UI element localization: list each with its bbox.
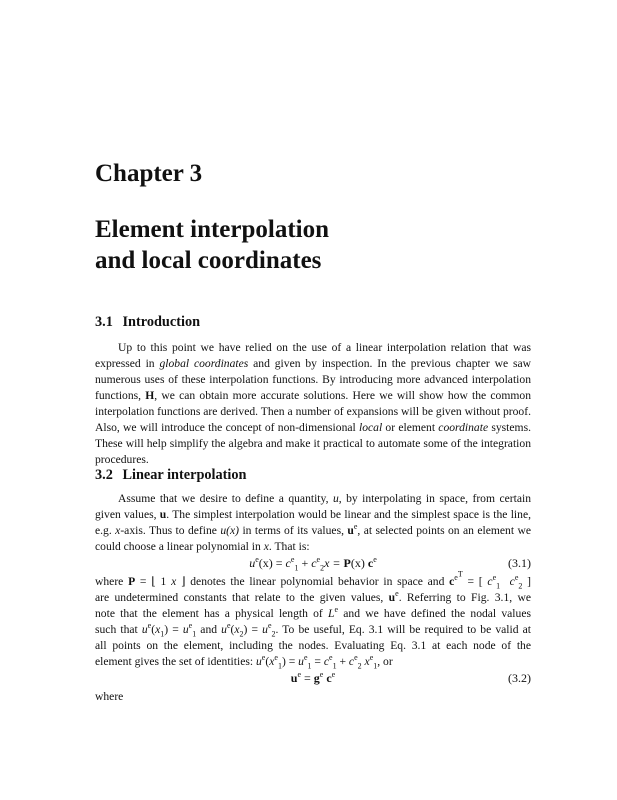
chapter-title-line-2: and local coordinates xyxy=(95,247,322,274)
section-title: Introduction xyxy=(122,314,201,330)
section-title: Linear interpolation xyxy=(122,467,247,483)
intro-paragraph: Up to this point we have relied on the use of a linear interpolation relation that was expressed in global coordinates and given by inspection. In the previous chapter we saw numerous uses of these interpolation functions. By introducing more advanced interpolation functions, H, we can obtain more accurate solutions. Here we will show how the common interpolation functions are derived. Then a number of expansions will be given without proof. Also, we will introduce the concept of non-dimensional local or element coordinate systems. These will help simplify the algebra and make it practical to automate some of the integration procedures. xyxy=(95,341,531,466)
where-text: where xyxy=(95,690,124,703)
section-heading-linear-interpolation xyxy=(95,467,247,484)
linear-paragraph: Assume that we desire to define a quantity, u, by interpolating in space, from certain given values, u. The simplest interpolation would be linear and the simplest space is the line, e.g. x-axis. Thus to define u(x) in terms of its values, $u^e$, at selected points on an element we could choose a linear polynomial in x. That is: xyxy=(95,492,531,553)
section-number: 3.1 xyxy=(95,314,113,330)
equation-3-1: $u^e(x) = c^e_1 + c^e_2x = P(x)$ $c^e$ (3.1) xyxy=(249,555,531,573)
chapter-title-line-1: Element interpolation xyxy=(95,216,330,243)
equation-number: (3.2) xyxy=(508,671,531,685)
equation-number: (3.1) xyxy=(508,556,531,570)
equation-3-2: $u^e = g^e$ $c^e$ (3.2) xyxy=(290,670,531,685)
section-heading-introduction xyxy=(95,314,200,331)
section-number: 3.2 xyxy=(95,467,113,483)
after-eq-3-1-paragraph: where P = ⌊ 1 x ⌋ denotes the linear polynomial behavior in space and $c^{e^T}$ = [ $c^e_1$ $c^e_2$ ] are undetermined constants that relate to the given values, $u^e$. Referring to Fig. 3.1, we note that the element has a physical length of Le and we have defined the nodal values such that $u^e(x_1) = u^e_1$ and $u^e(x_2) = u^e_2$. To be useful, Eq. 3.1 will be required to be valid at all points on the element, including the nodes. Evaluating Eq. 3.1 at each node of the element gives the set of identities: $u^e(x^e_1) = u^e_1 = c^e_1 + c^e_2$ $x^e_1$, or xyxy=(95,569,531,671)
chapter-label: Chapter 3 xyxy=(95,160,203,187)
